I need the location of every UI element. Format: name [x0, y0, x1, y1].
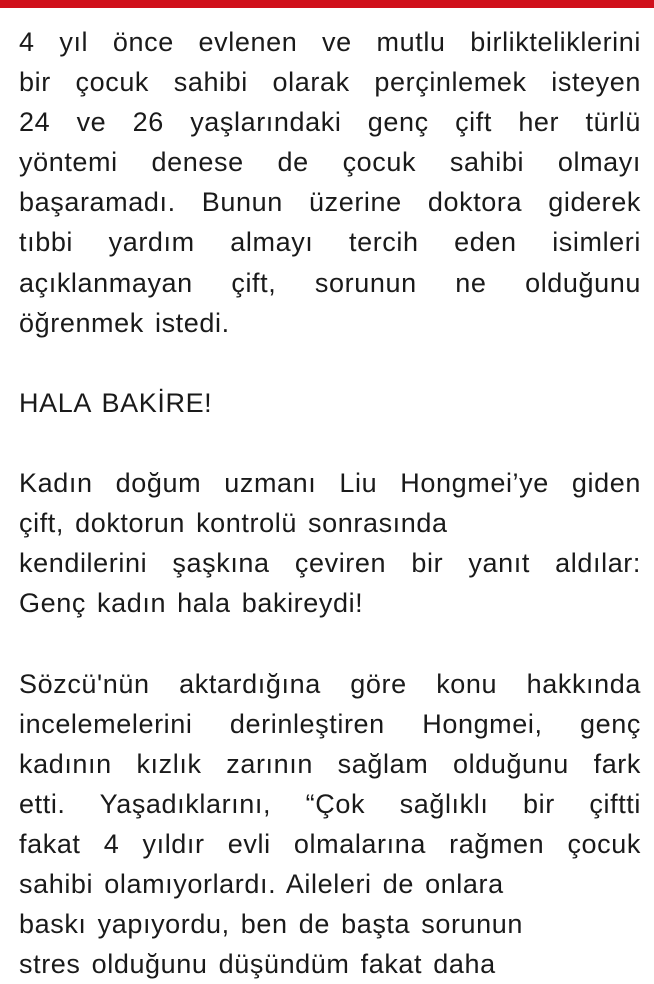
text-line: başaramadı. Bunun üzerine doktora giderek [19, 182, 641, 222]
article-body [19, 22, 641, 984]
text-line: çift, doktorun kontrolü sonrasında [19, 503, 641, 543]
text-line: baskı yapıyordu, ben de başta sorunun [19, 904, 641, 944]
text-line: 4 yıl önce evlenen ve mutlu birlikteliklerini [19, 22, 641, 62]
paragraph-gap [19, 423, 641, 463]
paragraph-gap [19, 343, 641, 383]
text-line: sahibi olamıyorlardı. Aileleri de onlara [19, 864, 641, 904]
section-heading: HALA BAKİRE! [19, 383, 641, 423]
text-line: öğrenmek istedi. [19, 303, 641, 343]
text-line: 24 ve 26 yaşlarındaki genç çift her türlü [19, 102, 641, 142]
paragraph-doctor-visit [19, 463, 641, 623]
text-line: açıklanmayan çift, sorunun ne olduğunu [19, 263, 641, 303]
text-line: kadının kızlık zarının sağlam olduğunu fark [19, 744, 641, 784]
text-line: bir çocuk sahibi olarak perçinlemek isteyen [19, 62, 641, 102]
text-line: Sözcü'nün aktardığına göre konu hakkında [19, 664, 641, 704]
text-line: incelemelerini derinleştiren Hongmei, genç [19, 704, 641, 744]
paragraph-intro [19, 22, 641, 343]
text-line: fakat 4 yıldır evli olmalarına rağmen çocuk [19, 824, 641, 864]
paragraph-gap [19, 623, 641, 663]
text-line: stres olduğunu düşündüm fakat daha [19, 944, 641, 984]
text-line: etti. Yaşadıklarını, “Çok sağlıklı bir çiftti [19, 784, 641, 824]
header-accent-bar [0, 0, 654, 8]
text-line: tıbbi yardım almayı tercih eden isimleri [19, 222, 641, 262]
paragraph-examination [19, 664, 641, 984]
text-line: yöntemi denese de çocuk sahibi olmayı [19, 142, 641, 182]
text-line: Genç kadın hala bakireydi! [19, 583, 641, 623]
text-line: Kadın doğum uzmanı Liu Hongmei’ye giden [19, 463, 641, 503]
text-line: kendilerini şaşkına çeviren bir yanıt aldılar: [19, 543, 641, 583]
